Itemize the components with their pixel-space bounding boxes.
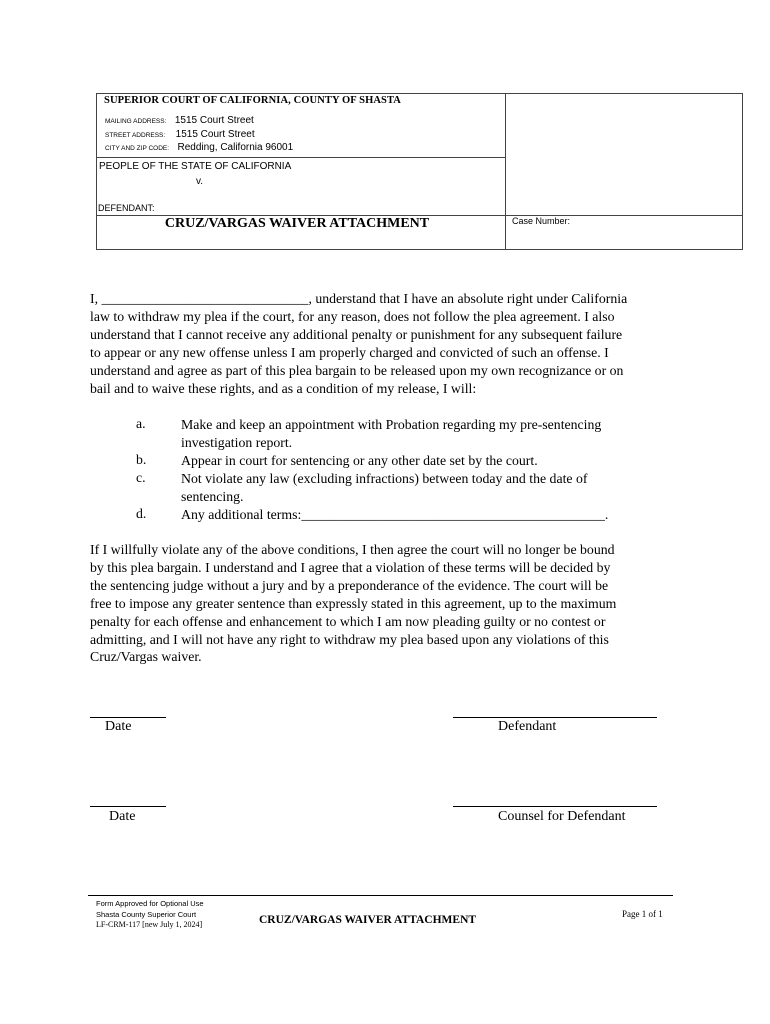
footer-rule	[88, 895, 673, 896]
counsel-signature-line[interactable]	[453, 806, 657, 807]
versus: v.	[196, 176, 204, 187]
paragraph-line: Cruz/Vargas waiver.	[90, 649, 202, 665]
caption-divider	[505, 93, 506, 250]
caption-divider	[96, 157, 506, 158]
paragraph-line: by this plea bargain. I understand and I agree that a violation of these terms will be decided by	[90, 559, 611, 575]
list-item-line: Make and keep an appointment with Probation regarding my pre-sentencing	[181, 417, 602, 432]
city-zip	[105, 137, 293, 155]
list-item	[181, 506, 608, 524]
list-item-line: sentencing.	[181, 488, 244, 504]
paragraph-line: the sentencing judge without a jury and by a preponderance of the evidence. The court will be	[90, 577, 609, 593]
paragraph-2	[90, 541, 616, 666]
list-item-line: Any additional terms:____________________________________________.	[181, 507, 609, 522]
mailing-address-label: MAILING ADDRESS:	[105, 118, 167, 125]
footer-form-number: LF-CRM-117 [new July 1, 2024]	[96, 920, 203, 929]
footer-approval: Form Approved for Optional Use	[96, 899, 204, 908]
paragraph-line: If I willfully violate any of the above conditions, I then agree the court will no longer be bound	[90, 542, 615, 557]
item-letter: b.	[136, 452, 147, 467]
date-signature-line[interactable]	[90, 717, 166, 718]
footer-court: Shasta County Superior Court	[96, 909, 197, 919]
counsel-signature-label: Counsel for Defendant	[498, 809, 626, 824]
footer-form-info	[96, 899, 204, 931]
city-zip-value: Redding, California 96001	[177, 142, 294, 153]
list-item	[181, 470, 587, 506]
paragraph-1	[90, 290, 627, 397]
defendant-signature-line[interactable]	[453, 717, 657, 718]
paragraph-line: understand that I cannot receive any additional penalty or punishment for any subsequent failure	[90, 326, 623, 342]
paragraph-line: penalty for each offense and enhancement to which I am now pleading guilty or no contest or	[90, 613, 606, 629]
list-item	[181, 416, 601, 452]
form-title: CRUZ/VARGAS WAIVER ATTACHMENT	[164, 216, 430, 231]
item-letter: a.	[136, 416, 146, 431]
paragraph-line: to appear or any new offense unless I am properly charged and convicted of such an offense. I	[90, 344, 609, 360]
defendant-signature-label: Defendant	[498, 719, 557, 734]
list-item	[181, 452, 538, 470]
item-letter: d.	[136, 506, 147, 521]
case-number-label: Case Number:	[512, 216, 571, 226]
item-letter: c.	[136, 470, 146, 485]
city-zip-label: CITY AND ZIP CODE:	[105, 145, 170, 152]
street-address-value: 1515 Court Street	[175, 129, 255, 140]
list-item-line: Appear in court for sentencing or any other date set by the court.	[181, 453, 538, 468]
date-signature-line[interactable]	[90, 806, 166, 807]
date-label: Date	[109, 809, 136, 824]
paragraph-line: free to impose any greater sentence than expressly stated in this agreement, up to the maximum	[90, 595, 617, 611]
list-item-line: Not violate any law (excluding infractions) between today and the date of	[181, 471, 588, 486]
list-item-line: investigation report.	[181, 434, 293, 450]
street-address-label: STREET ADDRESS:	[105, 132, 166, 139]
paragraph-line: bail and to waive these rights, and as a condition of my release, I will:	[90, 380, 477, 396]
footer-title: CRUZ/VARGAS WAIVER ATTACHMENT	[259, 914, 477, 926]
court-name: SUPERIOR COURT OF CALIFORNIA, COUNTY OF SHASTA	[104, 95, 401, 106]
mailing-address-value: 1515 Court Street	[174, 115, 254, 126]
paragraph-line: I, ______________________________, understand that I have an absolute right under California	[90, 291, 628, 306]
date-label: Date	[105, 719, 132, 734]
paragraph-line: admitting, and I will not have any right to withdraw my plea based upon any violations of this	[90, 631, 609, 647]
paragraph-line: understand and agree as part of this plea bargain to be released upon my own recognizance or on	[90, 362, 624, 378]
defendant-label: DEFENDANT:	[98, 203, 155, 213]
paragraph-line: law to withdraw my plea if the court, for any reason, does not follow the plea agreement. I also	[90, 308, 615, 324]
page-number: Page 1 of 1	[622, 909, 663, 919]
people-caption: PEOPLE OF THE STATE OF CALIFORNIA	[99, 161, 292, 172]
